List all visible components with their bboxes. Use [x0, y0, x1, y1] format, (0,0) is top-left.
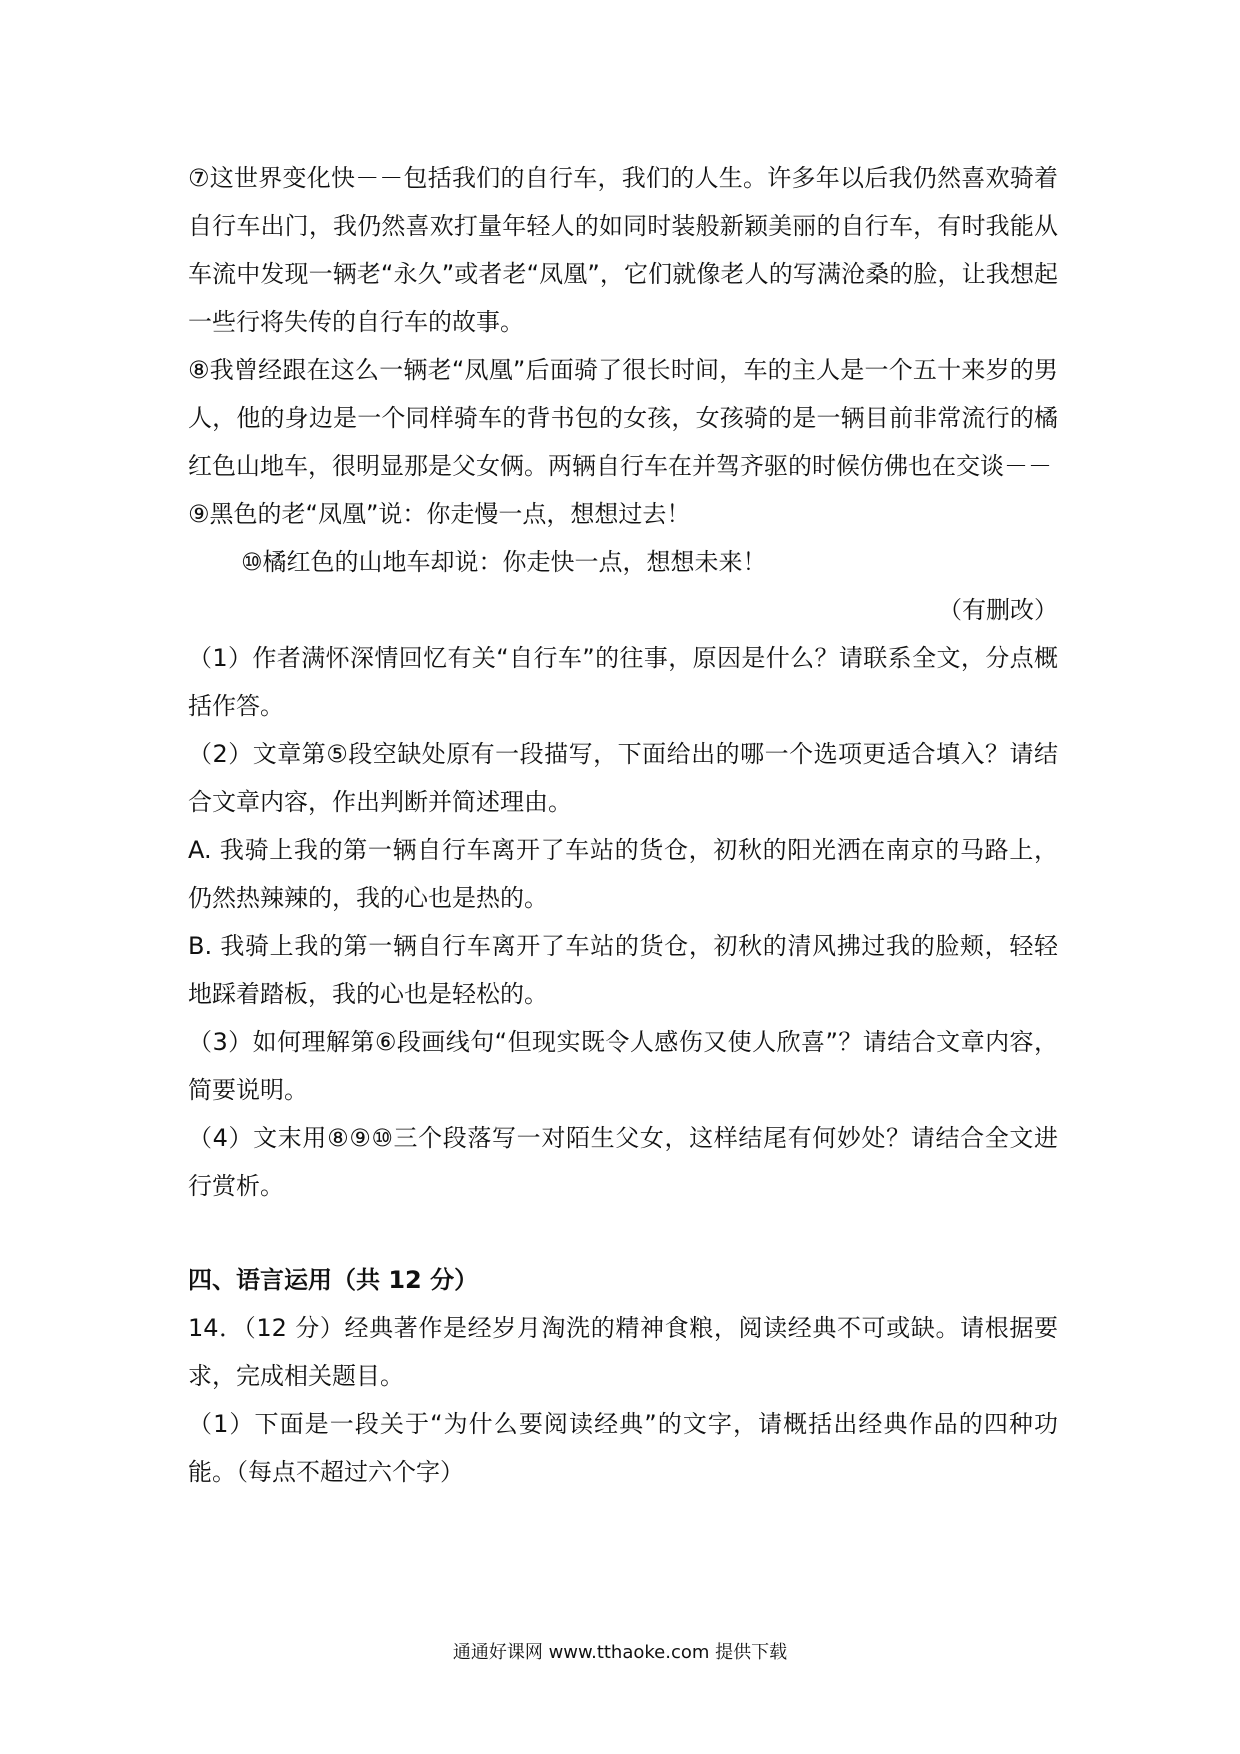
question-14: 14．（12 分）经典著作是经岁月淘洗的精神食粮，阅读经典不可或缺。请根据要求，完成相关题目。 — [188, 1314, 1058, 1390]
question-14-1: （1）下面是一段关于“为什么要阅读经典”的文字，请概括出经典作品的四种功能。（每点不超过六个字） — [188, 1410, 1058, 1486]
question-2: （2）文章第⑤段空缺处原有一段描写，下面给出的哪一个选项更适合填入？请结合文章内容，作出判断并简述理由。 — [188, 740, 1058, 816]
paragraph-9: ⑨黑色的老“凤凰”说：你走慢一点，想想过去！ — [188, 500, 691, 528]
question-1: （1）作者满怀深情回忆有关“自行车”的往事，原因是什么？请联系全文，分点概括作答。 — [188, 644, 1058, 720]
paragraph-10: ⑩橘红色的山地车却说：你走快一点，想想未来！ — [241, 548, 767, 576]
question-4: （4）文末用⑧⑨⑩三个段落写一对陌生父女，这样结尾有何妙处？请结合全文进行赏析。 — [188, 1124, 1058, 1200]
question-3: （3）如何理解第⑥段画线句“但现实既令人感伤又使人欣喜”？请结合文章内容，简要说明。 — [188, 1028, 1058, 1104]
question-2-option-a: A. 我骑上我的第一辆自行车离开了车站的货仓，初秋的阳光洒在南京的马路上，仍然热辣辣的，我的心也是热的。 — [188, 836, 1058, 912]
footer-text: 通通好课网 www.tthaoke.com 提供下载 — [452, 1642, 788, 1663]
question-2-option-b: B. 我骑上我的第一辆自行车离开了车站的货仓，初秋的清风拂过我的脸颊，轻轻地踩着踏板，我的心也是轻松的。 — [188, 932, 1058, 1008]
edit-note: （有删改） — [938, 596, 1058, 624]
paragraph-8: ⑧我曾经跟在这么一辆老“凤凰”后面骑了很长时间，车的主人是一个五十来岁的男人，他的身边是一个同样骑车的背书包的女孩，女孩骑的是一辆目前非常流行的橘红色山地车，很明显那是父女俩。两辆自行车在并驾齐驱的时候仿佛也在交谈－－ — [188, 356, 1058, 480]
paragraph-7: ⑦这世界变化快－－包括我们的自行车，我们的人生。许多年以后我仍然喜欢骑着自行车出门，我仍然喜欢打量年轻人的如同时装般新颖美丽的自行车，有时我能从车流中发现一辆老“永久”或者老“凤凰”，它们就像老人的写满沧桑的脸，让我想起一些行将失传的自行车的故事。 — [188, 164, 1058, 336]
document-body — [188, 154, 1058, 1496]
section-heading: 四、语言运用（共 12 分） — [188, 1266, 479, 1294]
